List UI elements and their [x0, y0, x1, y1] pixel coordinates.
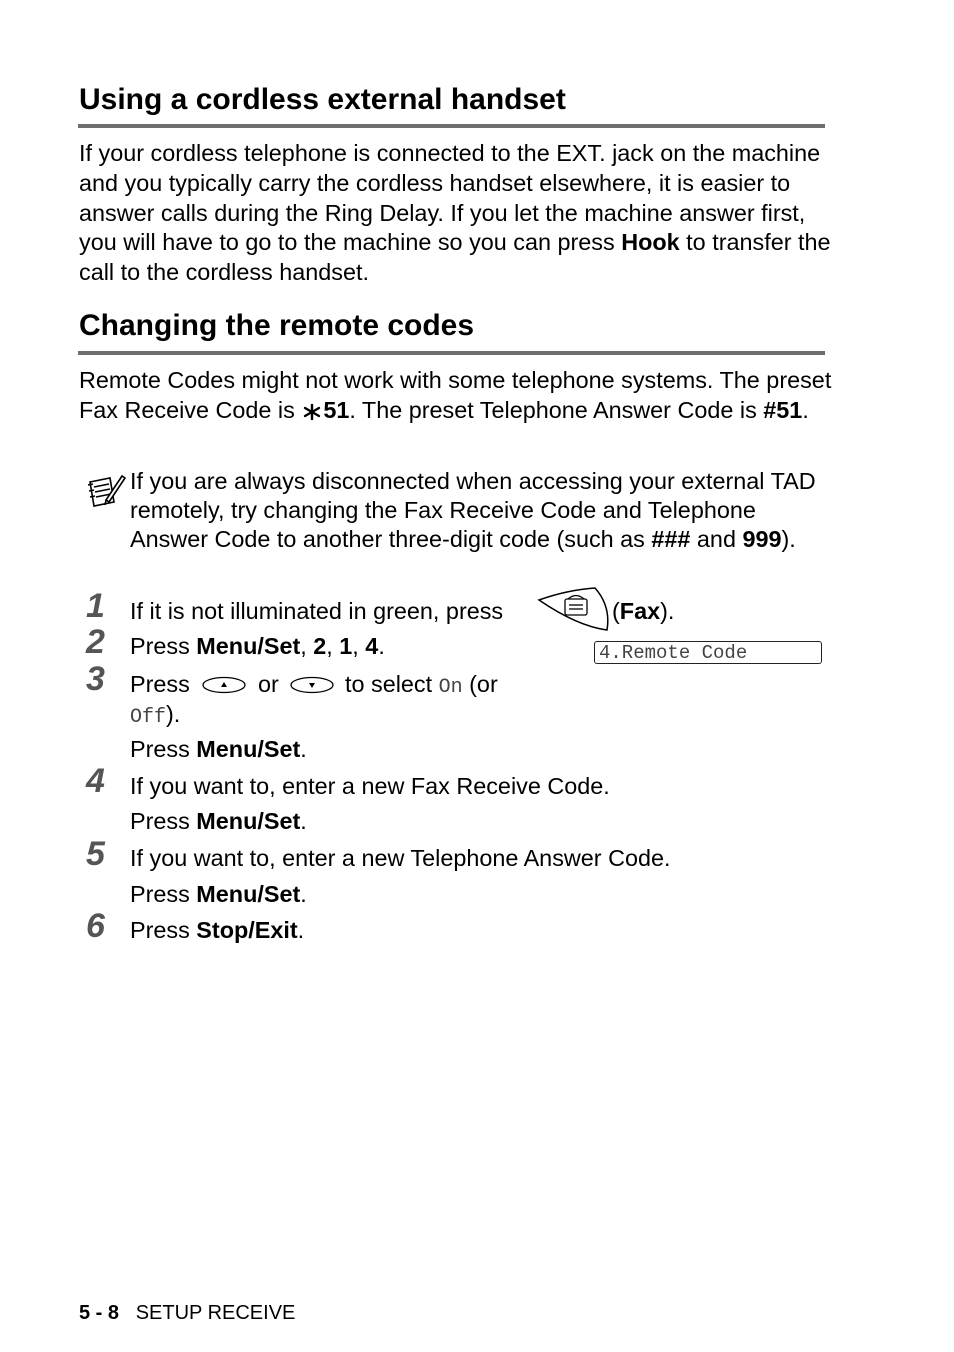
step-text: (or: [469, 671, 498, 697]
step-1-text: [130, 596, 503, 626]
hook-key-label: Hook: [621, 229, 680, 256]
key-2: 2: [313, 633, 327, 659]
or-text: or: [258, 671, 279, 697]
separator: ,: [326, 633, 340, 659]
star-key-icon: [301, 397, 323, 423]
step-number: 4: [86, 762, 105, 800]
note-body: If you are always disconnected when accessing your external TAD remotely, try changing the Fax Receive Code and Telephone Answer Code to another three-digit code (such as: [130, 468, 816, 553]
period: .: [300, 736, 307, 762]
page-footer: [79, 1301, 295, 1325]
step-3-menu-set: [130, 734, 307, 764]
step-5-text: If you want to, enter a new Telephone Answer Code.: [130, 845, 671, 871]
step-number: 2: [86, 623, 105, 661]
step-4-text: If you want to, enter a new Fax Receive Code.: [130, 773, 610, 799]
option-on: On: [438, 676, 463, 699]
fax-key-label: [612, 596, 674, 626]
step-text: Press: [130, 917, 197, 943]
paragraph-text: Remote Codes might not work with some telephone systems. The preset Fax Receive Code is: [79, 367, 832, 423]
separator: ,: [352, 633, 366, 659]
paren: ).: [166, 701, 181, 727]
paragraph-text: .: [802, 396, 809, 423]
step-number: 6: [86, 907, 105, 945]
note-body: and: [690, 526, 743, 553]
step-text: Press: [130, 881, 197, 907]
step-text: Press: [130, 633, 197, 659]
note-body: ).: [781, 526, 796, 553]
step-text: Press: [130, 736, 197, 762]
menu-set-key: Menu/Set: [196, 881, 301, 907]
section-title-remote-codes: Changing the remote codes: [79, 309, 475, 342]
note-pencil-icon: [84, 472, 126, 512]
step-5-menu-set: [130, 879, 307, 909]
section-title-cordless: Using a cordless external handset: [79, 83, 566, 116]
to-select-text: [345, 669, 498, 703]
step-3-press: Press: [130, 671, 190, 697]
lcd-display: 4.Remote Code: [594, 641, 822, 664]
fax-receive-code: 51: [323, 396, 350, 423]
paren: ).: [660, 598, 675, 624]
page-number: 5 - 8: [79, 1302, 120, 1324]
note-code-example: 999: [742, 526, 782, 553]
down-arrow-key-icon: [290, 676, 334, 694]
section-rule: [78, 124, 825, 128]
paragraph-text: to transfer the call to the cordless handset.: [79, 229, 831, 286]
step-text: Press: [130, 808, 197, 834]
telephone-answer-code: #51: [763, 396, 803, 423]
step-number: 3: [86, 660, 105, 698]
paragraph-text: . The preset Telephone Answer Code is: [349, 396, 764, 423]
step-number: 5: [86, 835, 105, 873]
key-4: 4: [365, 633, 379, 659]
step-4-menu-set: [130, 806, 307, 836]
menu-set-key: Menu/Set: [196, 736, 301, 762]
step-text: to select: [345, 671, 433, 697]
separator: ,: [300, 633, 314, 659]
cordless-paragraph: [79, 139, 839, 288]
remote-codes-paragraph: [79, 366, 839, 426]
key-1: 1: [339, 633, 353, 659]
note-code-example: ###: [651, 526, 691, 553]
paren: (: [612, 598, 620, 624]
step-text: If it is not illuminated in green, press: [130, 598, 504, 624]
period: .: [378, 633, 385, 659]
chapter-name: SETUP RECEIVE: [135, 1302, 296, 1324]
menu-set-key: Menu/Set: [196, 633, 301, 659]
paragraph-text: If your cordless telephone is connected to the EXT. jack on the machine and you typically carry the cordless handset elsewhere, it is easier to answer calls during the Ring Delay. If you let the machine answer first, you will have to go to the machine so you can press: [79, 140, 821, 256]
option-off: Off: [130, 706, 167, 729]
step-number: 1: [86, 587, 105, 625]
menu-set-key: Menu/Set: [196, 808, 301, 834]
note-text: [130, 467, 820, 555]
period: .: [297, 917, 305, 943]
stop-exit-key: Stop/Exit: [196, 917, 298, 943]
period: .: [300, 808, 307, 834]
fax-key-icon: [537, 586, 611, 632]
off-option-line: [130, 699, 180, 733]
step-6-text: [130, 915, 304, 945]
step-2-text: [130, 631, 385, 661]
fax-key-name: Fax: [619, 598, 661, 624]
up-arrow-key-icon: [202, 676, 246, 694]
period: .: [300, 881, 307, 907]
section-rule: [78, 351, 825, 355]
